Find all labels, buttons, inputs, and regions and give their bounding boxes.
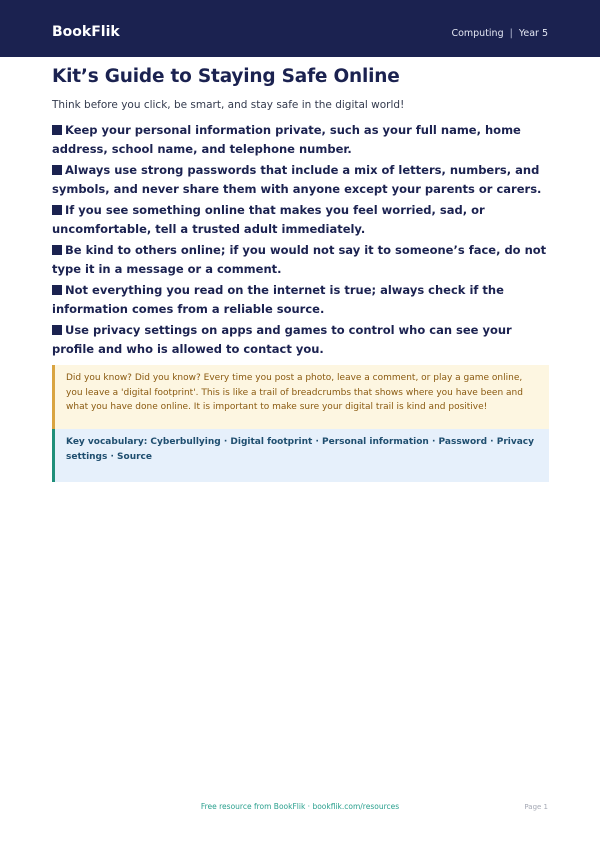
square-bullet-icon <box>52 245 62 255</box>
footer-credit[interactable]: Free resource from BookFlik · bookflik.com/resources <box>200 802 400 811</box>
year-label: Year 5 <box>518 28 548 39</box>
page-header <box>0 0 600 57</box>
list-item <box>52 161 552 198</box>
square-bullet-icon <box>52 165 62 175</box>
square-bullet-icon <box>52 205 62 215</box>
list-item-text: Keep your personal information private, such as your full name, home address, school name, and telephone number. <box>52 123 521 156</box>
list-item <box>52 121 552 158</box>
page-number: Page 1 <box>524 803 548 811</box>
did-you-know-callout: Did you know? Did you know? Every time you post a photo, leave a comment, or play a game online, you leave a 'digital footprint'. This is like a trail of breadcrumbs that shows where you have been and what you have done online. It is important to make sure your digital trail is kind and positive! <box>52 365 549 429</box>
header-meta <box>451 28 548 39</box>
key-vocabulary-box: Key vocabulary: Cyberbullying · Digital footprint · Personal information · Password · Privacy settings · Source <box>52 429 549 482</box>
safety-tips-list <box>52 121 552 361</box>
square-bullet-icon <box>52 125 62 135</box>
intro-text: Think before you click, be smart, and stay safe in the digital world! <box>52 99 405 111</box>
square-bullet-icon <box>52 325 62 335</box>
list-item <box>52 241 552 278</box>
list-item-text: Always use strong passwords that include a mix of letters, numbers, and symbols, and never share them with anyone except your parents or carers. <box>52 163 542 196</box>
list-item-text: Not everything you read on the internet is true; always check if the information comes from a reliable source. <box>52 283 504 316</box>
brand-logo-text[interactable]: BookFlik <box>52 24 120 40</box>
list-item <box>52 321 552 358</box>
list-item <box>52 281 552 318</box>
subject-label: Computing <box>451 28 504 39</box>
list-item <box>52 201 552 238</box>
square-bullet-icon <box>52 285 62 295</box>
page-title: Kit’s Guide to Staying Safe Online <box>52 66 400 87</box>
meta-separator: | <box>509 28 513 39</box>
list-item-text: If you see something online that makes you feel worried, sad, or uncomfortable, tell a trusted adult immediately. <box>52 203 485 236</box>
list-item-text: Be kind to others online; if you would not say it to someone’s face, do not type it in a message or a comment. <box>52 243 547 276</box>
list-item-text: Use privacy settings on apps and games to control who can see your profile and who is allowed to contact you. <box>52 323 512 356</box>
